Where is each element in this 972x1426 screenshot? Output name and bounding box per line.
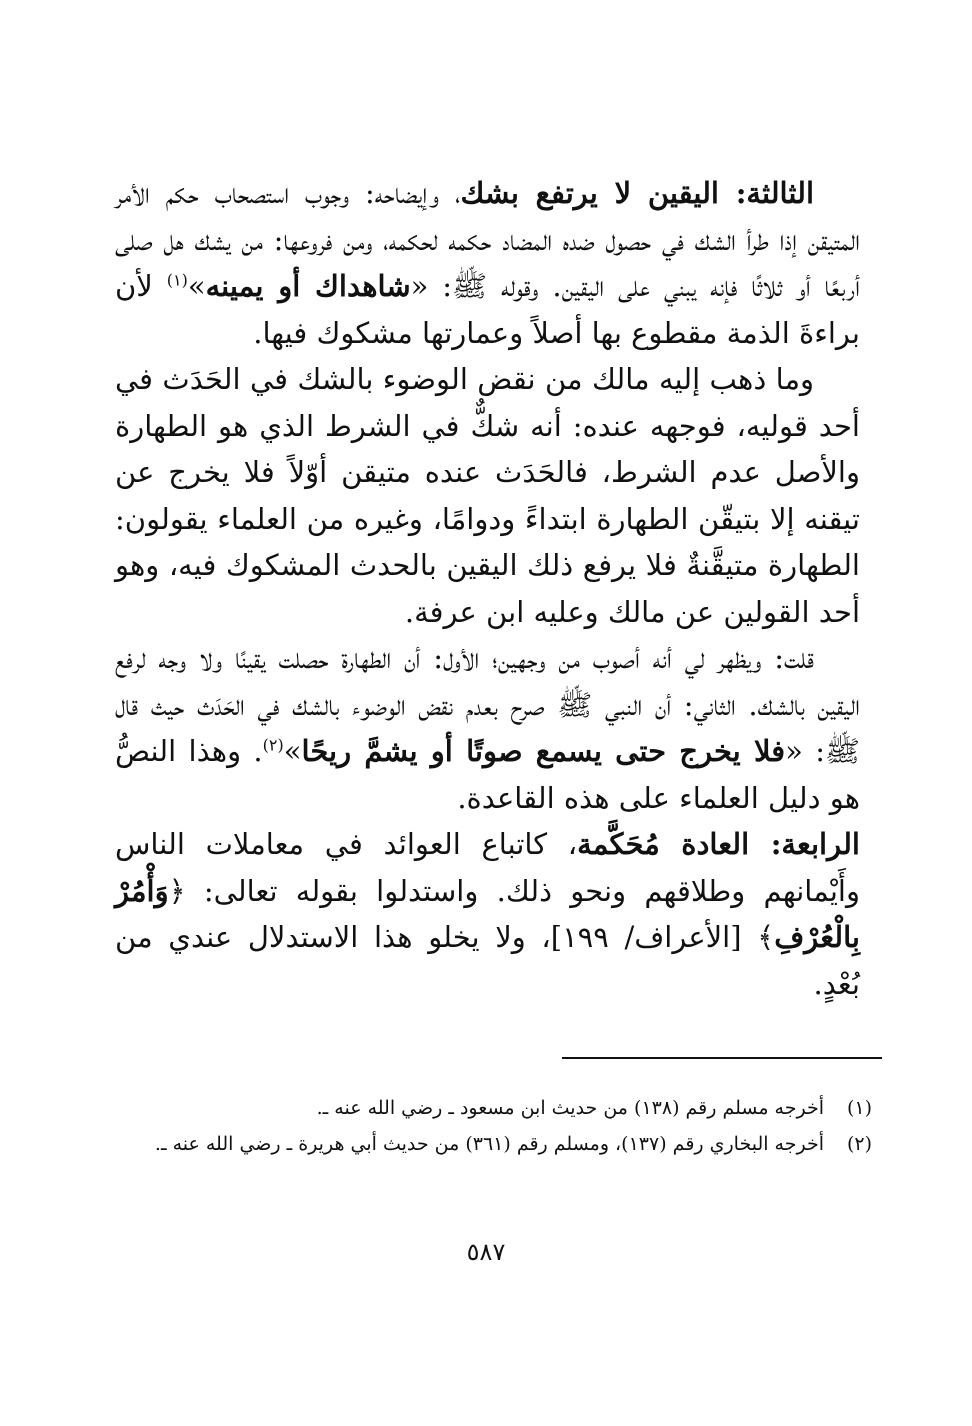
rule-heading: الثالثة: اليقين لا يرتفع بشك [460, 176, 815, 210]
footnote-text: أخرجه البخاري رقم (١٣٧)، ومسلم رقم (٣٦١) من حديث أبي هريرة ـ رضي الله عنه ـ. [154, 1133, 824, 1155]
hadith-quote: شاهداك أو يمينه [205, 269, 411, 303]
quote-close: » [283, 734, 302, 768]
paragraph-rule-three [115, 170, 860, 356]
paragraph-tail: [الأعراف/ ١٩٩]، ولا يخلو هذا الاستدلال عندي من بُعْدٍ. [115, 920, 860, 1001]
paragraph-tail: . وهذا النصُّ هو دليل العلماء على هذه القاعدة. [115, 734, 860, 815]
paragraph-text: وما ذهب إليه مالك من نقض الوضوء بالشك في الحَدَث في أحد قوليه، فوجهه عنده: أنه شكٌّ في الشرط الذي هو الطهارة والأصل عدم الشرط، فالحَدَث عنده متيقن أوّلاً فلا يخرج عن تيقنه إلا بتيقّن الطهارة ابتداءً ودوامًا، وغيره من العلماء يقولون: الطهارة متيقَّنةٌ فلا يرفع ذلك اليقين بالحدث المشكوك فيه، وهو أحد القولين عن مالك وعليه ابن عرفة. [115, 362, 861, 629]
quran-quote: وَأْمُرْ بِالْعُرْفِ [115, 873, 860, 954]
paragraph-rule-four [115, 821, 860, 1007]
footnote-number: (٢) [846, 1133, 872, 1155]
footnote-number: (١) [846, 1097, 872, 1119]
paragraph-tail: لأن براءةَ الذمة مقطوع بها أصلاً وعمارتها مشكوك فيها. [115, 269, 860, 350]
paragraph-text: ، كاتباع العوائد في معاملات الناس وأَيْمانهم وطلاقهم ونحو ذلك. واستدلوا بقوله تعالى: ﴿ [115, 827, 860, 908]
paragraph-author-opinion [115, 635, 860, 821]
footnote-1 [110, 1090, 872, 1126]
footnote-ref: (١) [166, 270, 188, 290]
page-number: ٥٨٧ [466, 1238, 506, 1266]
footnotes [110, 1090, 872, 1162]
footnote-ref: (٢) [262, 735, 284, 755]
paragraph-text: قلت: ويظهر لي أنه أصوب من وجهين؛ الأول: أن الطهارة حصلت يقينًا ولا وجه لرفع اليقين بالشك. الثاني: أن النبي ﷺ صرح بعدم نقض الوضوء بالشك في الحَدَث حيث قال ﷺ: « [115, 641, 861, 768]
footnote-2 [110, 1126, 872, 1162]
paragraph-malik [115, 356, 860, 635]
footnote-text: أخرجه مسلم رقم (١٣٨) من حديث ابن مسعود ـ رضي الله عنه ـ. [316, 1097, 824, 1119]
rule-heading: الرابعة: العادة مُحَكَّمة [577, 827, 860, 861]
paragraph-text: ، وإيضاحه: وجوب استصحاب حكم الأمر المتيقن إذا طرأ الشك في حصول ضده المضاد حكمه لحكمه، ومن فروعها: من يشك هل صلى أربعًا أو ثلاثًا فإنه يبني على اليقين. وقوله ﷺ: « [115, 176, 860, 303]
main-text [115, 170, 860, 1007]
quote-close: » [187, 269, 206, 303]
footnote-separator [562, 1057, 882, 1059]
hadith-quote: فلا يخرج حتى يسمع صوتًا أو يشمَّ ريحًا [301, 734, 786, 768]
quote-close: ﴾ [757, 920, 775, 954]
